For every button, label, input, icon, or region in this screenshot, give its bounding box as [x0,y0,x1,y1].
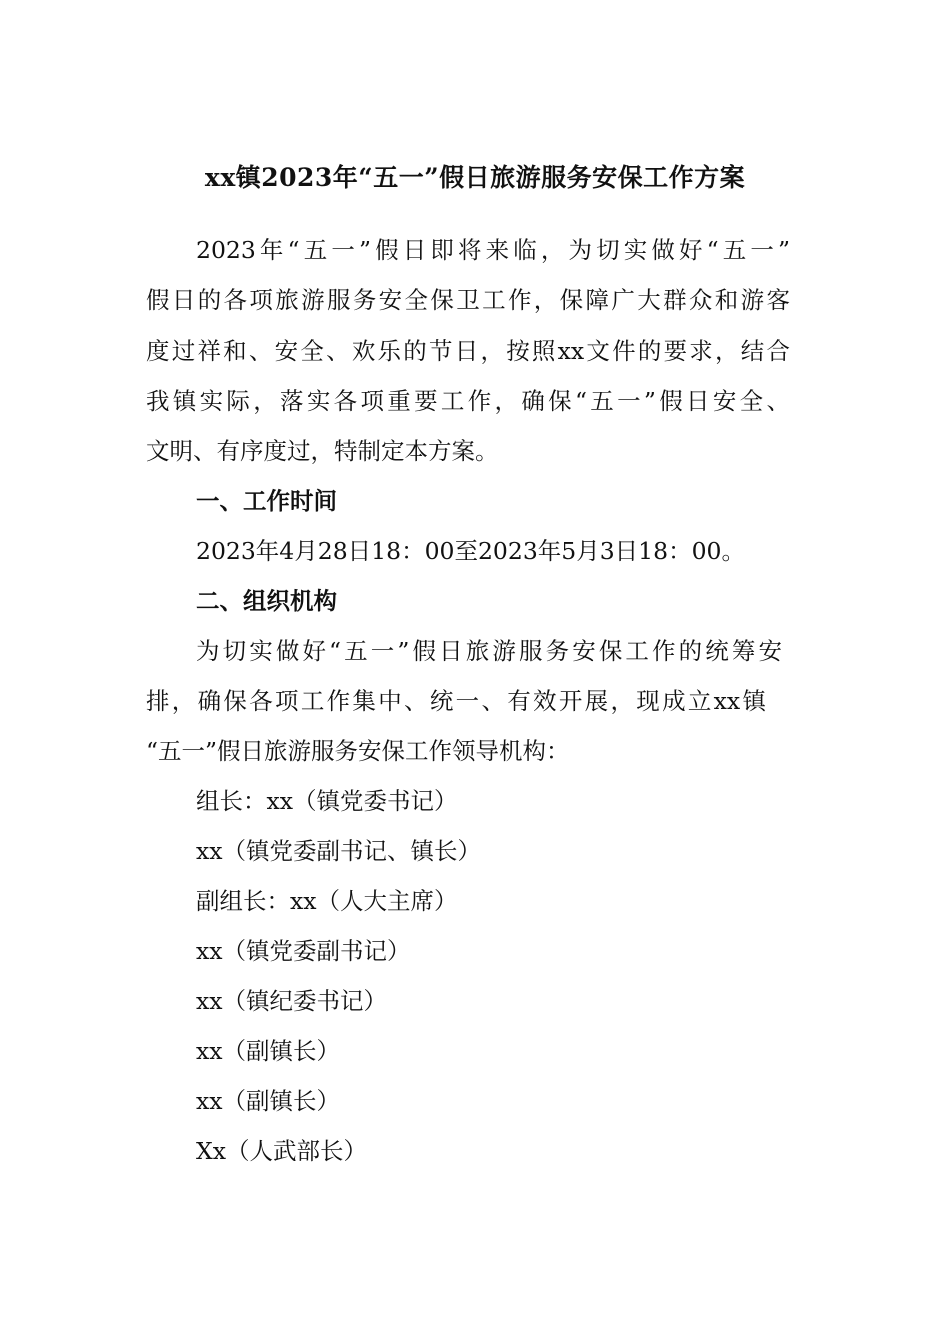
work-time-text: 2023年4月28日18：00至2023年5月3日18：00。 [196,537,745,565]
intro-line-5: 文明、有序度过，特制定本方案。 [146,437,499,465]
section-heading-work-time: 一、工作时间 [196,487,337,515]
member-item: xx（镇纪委书记） [196,987,388,1015]
organization-line-2: 排，确保各项工作集中、统一、有效开展，现成立xx镇 [146,687,766,715]
member-item: xx（副镇长） [196,1087,341,1115]
document-title: xx镇2023年“五一”假日旅游服务安保工作方案 [204,163,746,192]
member-item: 副组长：xx（人大主席） [196,887,458,915]
organization-line-3: “五一”假日旅游服务安保工作领导机构： [146,737,570,765]
member-item: Xx（人武部长） [196,1137,367,1165]
member-item: 组长：xx（镇党委书记） [196,787,458,815]
intro-line-3: 度过祥和、安全、欢乐的节日，按照xx文件的要求，结合 [146,337,790,365]
organization-line-1: 为切实做好“五一”假日旅游服务安保工作的统筹安 [196,637,782,665]
member-item: xx（镇党委副书记） [196,937,411,965]
member-item: xx（副镇长） [196,1037,341,1065]
section-heading-organization: 二、组织机构 [196,587,337,615]
intro-line-2: 假日的各项旅游服务安全保卫工作，保障广大群众和游客 [146,286,790,314]
intro-line-1: 2023年“五一”假日即将来临，为切实做好“五一” [196,236,790,264]
member-item: xx（镇党委副书记、镇长） [196,837,482,865]
intro-line-4: 我镇实际，落实各项重要工作，确保“五一”假日安全、 [146,387,790,415]
